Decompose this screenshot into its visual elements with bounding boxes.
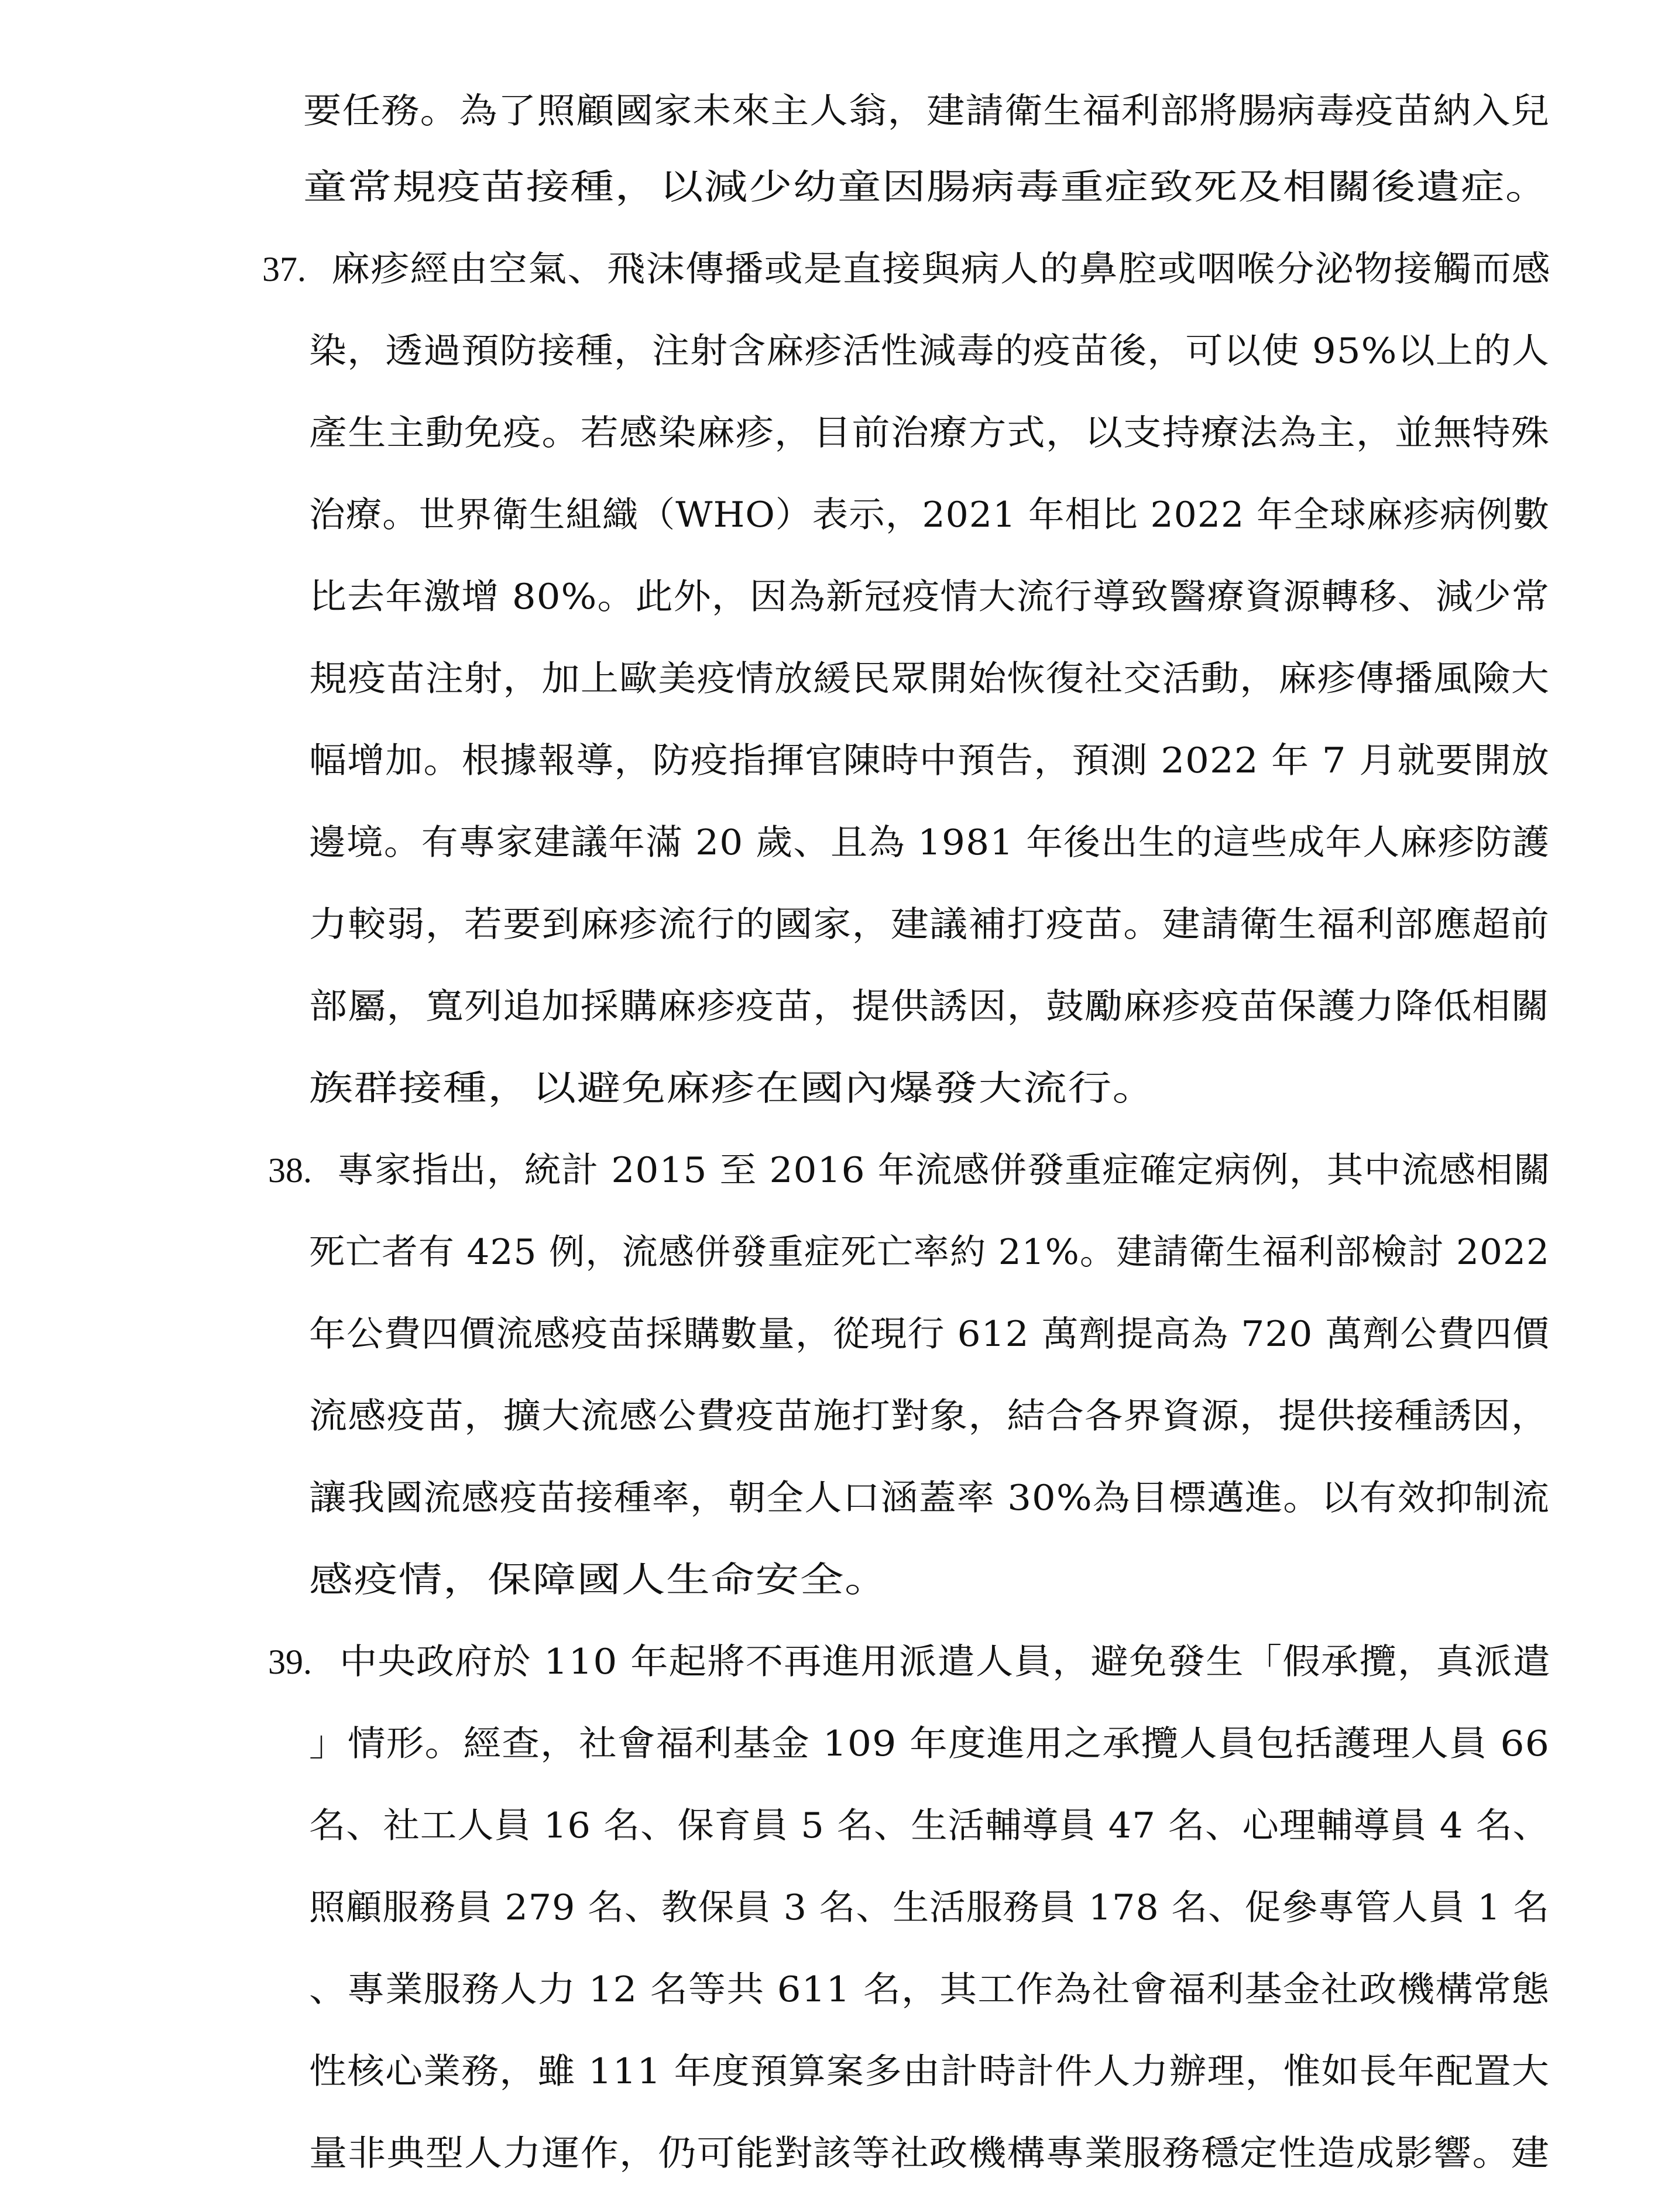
item-37-line: 幅增加。根據報導，防疫指揮官陳時中預告，預測 2022 年 7 月就要開放 — [309, 740, 1550, 781]
item-number-38: 38. — [268, 1151, 312, 1190]
item-number-37: 37. — [262, 250, 306, 288]
item-39-line: 名、社工人員 16 名、保育員 5 名、生活輔導員 47 名、心理輔導員 4 名、 — [309, 1805, 1550, 1846]
item-39-line: 照顧服務員 279 名、教保員 3 名、生活服務員 178 名、促參專管人員 1 名 — [309, 1887, 1550, 1928]
item-37-line: 治療。世界衛生組織（WHO）表示，2021 年相比 2022 年全球麻疹病例數 — [309, 494, 1550, 535]
item-37-line: 部屬，寬列追加採購麻疹疫苗，提供誘因，鼓勵麻疹疫苗保護力降低相關 — [309, 986, 1550, 1027]
item-37-line: 邊境。有專家建議年滿 20 歲、且為 1981 年後出生的這些成年人麻疹防護 — [309, 822, 1550, 863]
item-number-39: 39. — [268, 1643, 312, 1681]
item-37-line: 族群接種，以避免麻疹在國內爆發大流行。 — [309, 1068, 1157, 1109]
item-39-line: 量非典型人力運作，仍可能對該等社政機構專業服務穩定性造成影響。建 — [309, 2133, 1550, 2174]
item-39-line: 性核心業務，雖 111 年度預算案多由計時計件人力辦理，惟如長年配置大 — [309, 2051, 1550, 2092]
item-37-line: 規疫苗注射，加上歐美疫情放緩民眾開始恢復社交活動，麻疹傳播風險大 — [309, 658, 1550, 699]
item-39-line: 中央政府於 110 年起將不再進用派遣人員，避免發生「假承攬，真派遣 — [339, 1641, 1551, 1682]
item-37-line: 產生主動免疫。若感染麻疹，目前治療方式，以支持療法為主，並無特殊 — [309, 413, 1550, 454]
item-38-line: 流感疫苗，擴大流感公費疫苗施打對象，結合各界資源，提供接種誘因， — [309, 1396, 1550, 1437]
item-37-line: 力較弱，若要到麻疹流行的國家，建議補打疫苗。建請衛生福利部應超前 — [309, 904, 1550, 945]
item-38-line: 專家指出，統計 2015 至 2016 年流感併發重症確定病例，其中流感相關 — [337, 1150, 1551, 1191]
item-38-line: 死亡者有 425 例，流感併發重症死亡率約 21%。建請衛生福利部檢討 2022 — [309, 1232, 1550, 1273]
intro-line: 童常規疫苗接種，以減少幼童因腸病毒重症致死及相關後遺症。 — [303, 167, 1550, 208]
item-39-line: 、專業服務人力 12 名等共 611 名，其工作為社會福利基金社政機構常態 — [309, 1969, 1550, 2010]
item-38-line: 讓我國流感疫苗接種率，朝全人口涵蓋率 30%為目標邁進。以有效抑制流 — [309, 1478, 1550, 1519]
item-38-line: 年公費四價流感疫苗採購數量，從現行 612 萬劑提高為 720 萬劑公費四價 — [309, 1314, 1550, 1355]
item-37-line: 染，透過預防接種，注射含麻疹活性減毒的疫苗後，可以使 95%以上的人 — [309, 331, 1550, 372]
item-39-line: 」情形。經查，社會福利基金 109 年度進用之承攬人員包括護理人員 66 — [309, 1723, 1550, 1764]
item-38-line: 感疫情，保障國人生命安全。 — [309, 1560, 890, 1600]
item-37-line: 比去年激增 80%。此外，因為新冠疫情大流行導致醫療資源轉移、減少常 — [309, 576, 1550, 617]
item-37-line: 麻疹經由空氣、飛沫傳播或是直接與病人的鼻腔或咽喉分泌物接觸而感 — [331, 249, 1551, 290]
intro-line: 要任務。為了照顧國家未來主人翁，建請衛生福利部將腸病毒疫苗納入兒 — [303, 91, 1550, 132]
